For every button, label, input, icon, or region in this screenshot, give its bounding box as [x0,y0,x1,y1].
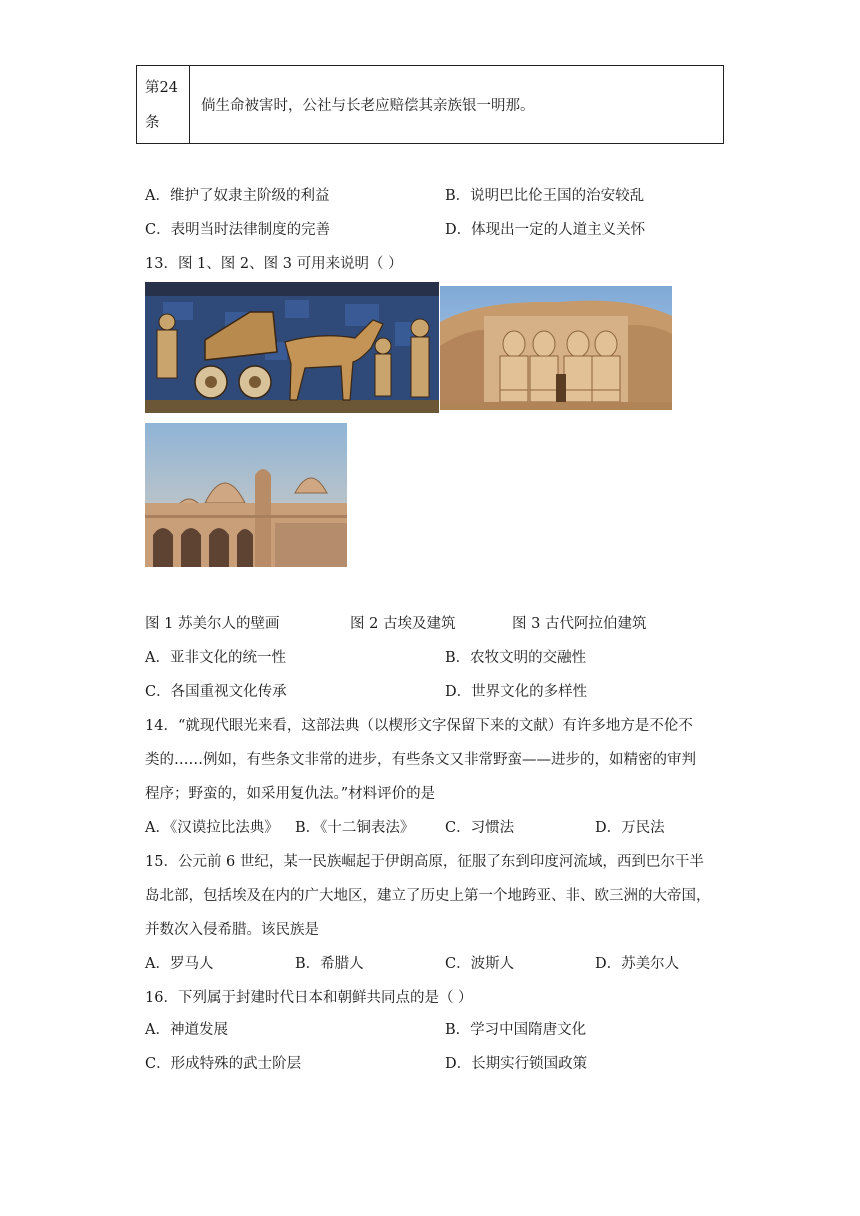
q14-stem-line2: 类的……例如，有些条文非常的进步，有些条文又非常野蛮——进步的，如精密的审判 [145,752,696,768]
figure3-arab-architecture-image [145,423,347,567]
figure1-sumerian-mural-image [145,282,439,413]
q12-option-b: B．说明巴比伦王国的治安较乱 [445,188,645,204]
q13-option-d: D．世界文化的多样性 [445,684,588,700]
q12-option-c: C．表明当时法律制度的完善 [145,222,331,238]
table-column-divider [189,66,190,143]
figure3-caption: 图 3 古代阿拉伯建筑 [512,616,647,632]
q14-option-a: A．《汉谟拉比法典》 [145,820,279,836]
q15-option-c: C．波斯人 [445,956,515,972]
q15-option-b: B．希腊人 [295,956,364,972]
q13-option-a: A．亚非文化的统一性 [145,650,286,666]
q15-stem-line1: 15．公元前 6 世纪，某一民族崛起于伊朗高原，征服了东到印度河流域，西到巴尔干半 [145,854,704,870]
q16-option-b: B．学习中国隋唐文化 [445,1022,587,1038]
q14-option-c: C．习惯法 [445,820,515,836]
q12-option-d: D．体现出一定的人道主义关怀 [445,222,646,238]
q14-option-b: B．《十二铜表法》 [295,820,415,836]
q13-stem: 13．图 1、图 2、图 3 可用来说明（ ） [145,256,403,272]
q15-option-d: D．苏美尔人 [595,956,680,972]
figure1-caption: 图 1 苏美尔人的壁画 [145,616,280,632]
q14-option-d: D．万民法 [595,820,665,836]
article-content: 倘生命被害时，公社与长老应赔偿其亲族银一明那。 [201,98,535,114]
q13-option-b: B．农牧文明的交融性 [445,650,587,666]
q15-option-a: A．罗马人 [145,956,214,972]
q16-option-d: D．长期实行锁国政策 [445,1056,588,1072]
q12-option-a: A．维护了奴隶主阶级的利益 [145,188,330,204]
q16-option-a: A．神道发展 [145,1022,228,1038]
q15-stem-line3: 并数次入侵希腊。该民族是 [145,922,319,938]
q15-stem-line2: 岛北部，包括埃及在内的广大地区，建立了历史上第一个地跨亚、非、欧三洲的大帝国， [145,888,711,904]
q16-stem: 16．下列属于封建时代日本和朝鲜共同点的是（ ） [145,990,473,1006]
q14-stem-line1: 14．“就现代眼光来看，这部法典（以楔形文字保留下来的文献）有许多地方是不伦不 [145,718,693,734]
q13-option-c: C．各国重视文化传承 [145,684,287,700]
figure2-caption: 图 2 古埃及建筑 [350,616,456,632]
law-article-table [136,65,724,144]
figure2-egyptian-temple-image [440,286,672,410]
q14-stem-line3: 程序；野蛮的，如采用复仇法。”材料评价的是 [145,786,436,802]
article-number-line1: 第24 [145,80,178,96]
article-number-line2: 条 [145,115,160,131]
q16-option-c: C．形成特殊的武士阶层 [145,1056,302,1072]
